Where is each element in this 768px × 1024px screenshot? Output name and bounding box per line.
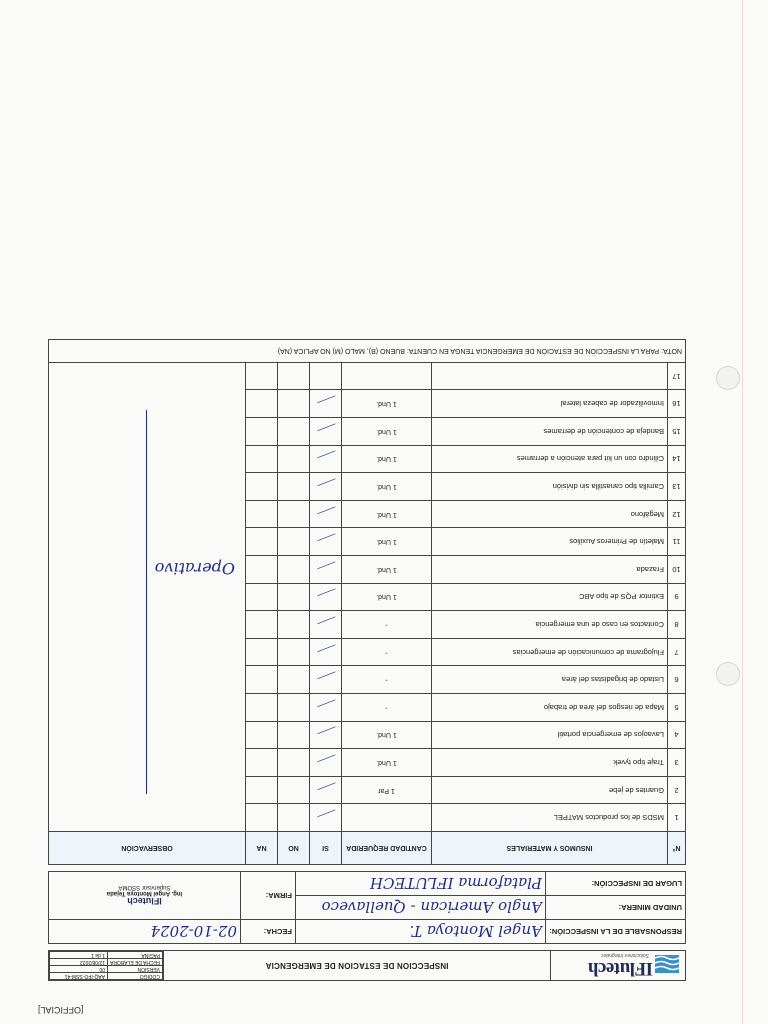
row-check-na [246,473,278,501]
row-check-na [246,721,278,749]
lugar-value: Plataforma IFLUTECH [296,872,546,896]
row-check-si [310,418,342,446]
row-number: 8 [668,611,686,639]
check-mark-icon [315,478,336,496]
row-check-na [246,390,278,418]
form-title: INSPECCION DE ESTACION DE EMERGENCIA [164,951,551,981]
row-qty: 1 Und. [342,528,432,556]
check-mark-icon [315,589,336,607]
responsable-value: Angel Montoya T. [296,920,546,944]
header-obs: OBSERVACIÓN [49,832,246,865]
row-qty: 1 Und. [342,445,432,473]
stamp-role: Supervisor SSOMA [118,884,171,891]
header-num: N° [668,832,686,865]
row-number: 17 [668,362,686,390]
form-header [48,950,686,981]
row-check-si [310,638,342,666]
row-qty: 1 Und. [342,583,432,611]
row-item: MSDS de los productos MATPEL [432,804,668,832]
row-number: 6 [668,666,686,694]
row-check-no [278,556,310,584]
row-number: 5 [668,694,686,722]
row-check-na [246,583,278,611]
row-check-si [310,528,342,556]
row-check-na [246,500,278,528]
row-check-na [246,694,278,722]
observation-text: Operativo [154,559,235,579]
check-mark-icon [315,754,336,772]
row-check-si [310,473,342,501]
table-row [49,804,686,832]
official-label: [OFFICIAL] [38,1005,84,1015]
check-mark-icon [315,396,336,414]
row-check-no [278,804,310,832]
row-check-na [246,638,278,666]
row-check-no [278,749,310,777]
row-qty: 1 Und. [342,418,432,446]
row-check-no [278,362,310,390]
row-item: Traje tipo tyvek [432,749,668,777]
row-check-no [278,473,310,501]
row-check-na [246,666,278,694]
row-qty: 1 Und. [342,556,432,584]
lugar-label: LUGAR DE INSPECCIÓN: [546,872,686,896]
check-mark-icon [315,561,336,579]
row-number: 4 [668,721,686,749]
row-item: Bandeja de contención de derrames [432,418,668,446]
row-check-no [278,694,310,722]
row-number: 15 [668,418,686,446]
row-item: Frazada [432,556,668,584]
row-number: 10 [668,556,686,584]
check-mark-icon [315,616,336,634]
row-number: 16 [668,390,686,418]
row-check-si [310,804,342,832]
check-mark-icon [315,644,336,662]
row-qty [342,804,432,832]
row-check-si [310,749,342,777]
check-mark-icon [315,423,336,441]
meta-label: VERSION [108,966,163,973]
row-check-no [278,638,310,666]
row-check-na [246,776,278,804]
row-check-si [310,666,342,694]
row-check-si [310,694,342,722]
row-qty: 1 Par [342,776,432,804]
row-check-no [278,666,310,694]
check-mark-icon [315,699,336,717]
row-check-na [246,749,278,777]
row-check-si [310,721,342,749]
check-mark-icon [315,727,336,745]
meta-value: 1 de 1 [50,952,108,959]
row-check-na [246,445,278,473]
stamp-logo: IFlutech [127,896,162,907]
row-item: Guantes de jebe [432,776,668,804]
row-number: 14 [668,445,686,473]
row-item: Cilindro con un kit para atención a derrames [432,445,668,473]
row-check-si [310,556,342,584]
row-item: Contactos en caso de una emergencia [432,611,668,639]
table-header-row [49,832,686,865]
row-item: Camilla tipo canastilla sin división [432,473,668,501]
row-check-no [278,583,310,611]
row-number: 11 [668,528,686,556]
responsable-label: RESPONSABLE DE LA INSPECCIÓN: [546,920,686,944]
row-number: 2 [668,776,686,804]
row-qty: 1 Und. [342,390,432,418]
header-si: SI [310,832,342,865]
row-check-no [278,390,310,418]
row-check-si [310,390,342,418]
wave-logo-icon [655,956,679,974]
meta-label: PAGINA [108,952,163,959]
header-no: NO [278,832,310,865]
row-number: 9 [668,583,686,611]
header-na: NA [246,832,278,865]
info-block [48,871,686,944]
row-number: 13 [668,473,686,501]
row-number: 7 [668,638,686,666]
row-number: 12 [668,500,686,528]
row-check-no [278,500,310,528]
header-item: INSUMOS Y MATERIALES [432,832,668,865]
note-text: NOTA: PARA LA INSPECCIÓN DE ESTACIÓN DE EMERGENCIA TENGA EN CUENTA: BUENO (B), MALO (M) NO APLICA (NA) [49,339,686,362]
checklist-table [48,339,686,865]
signature-stamp [49,872,241,920]
row-check-si [310,583,342,611]
row-qty: - [342,638,432,666]
page-edge-line [742,0,743,1024]
row-qty [342,362,432,390]
unidad-value: Anglo American - Quellaveco [296,896,546,920]
check-mark-icon [315,506,336,524]
company-logo [551,951,686,981]
row-item: Mapa de riesgos del área de trabajo [432,694,668,722]
row-check-no [278,528,310,556]
row-number: 1 [668,804,686,832]
check-mark-icon [315,672,336,690]
unidad-label: UNIDAD MINERA: [546,896,686,920]
row-check-si [310,362,342,390]
row-check-si [310,776,342,804]
fecha-label: FECHA: [241,920,296,944]
stamp-name: Ing. Angel Montoya Tejada [106,890,183,897]
row-check-no [278,721,310,749]
row-check-na [246,611,278,639]
row-qty: 1 Und. [342,721,432,749]
check-mark-icon [315,534,336,552]
row-item: Maletín de Primeros Auxilios [432,528,668,556]
meta-label: FECHA DE ELABORA [108,959,163,966]
check-mark-icon [315,810,336,828]
form-meta [49,951,164,981]
row-item: Inmovilizador de cabeza lateral [432,390,668,418]
header-qty: CANTIDAD REQUERIDA [342,832,432,865]
punch-hole-bottom [716,662,740,686]
row-qty: - [342,694,432,722]
firma-label: FIRMA: [241,872,296,920]
row-check-na [246,804,278,832]
row-check-si [310,445,342,473]
row-item: Lavaojos de emergencia portatil [432,721,668,749]
row-check-no [278,445,310,473]
observation-cell [49,362,246,831]
row-check-na [246,362,278,390]
punch-hole-top [716,366,740,390]
row-qty: 1 Und. [342,749,432,777]
row-check-na [246,556,278,584]
row-item [432,362,668,390]
logo-subtitle: Soluciones Integrales [601,952,649,959]
row-qty: 1 Und. [342,473,432,501]
row-check-na [246,418,278,446]
row-check-na [246,528,278,556]
row-item: Extintor PQS de tipo ABC [432,583,668,611]
meta-value: 00 [50,966,108,973]
logo-text: IFlutech [588,957,653,979]
meta-value: 12/08/2022 [50,959,108,966]
row-qty: - [342,666,432,694]
inspection-form [48,280,686,981]
observation-line [146,410,147,794]
row-check-si [310,500,342,528]
row-check-no [278,418,310,446]
row-check-si [310,611,342,639]
row-check-no [278,776,310,804]
note-row [49,339,686,362]
row-check-no [278,611,310,639]
row-qty: - [342,611,432,639]
fecha-value: 02-10-2024 [49,920,241,944]
row-item: Listado de brigadistas del área [432,666,668,694]
check-mark-icon [315,782,336,800]
meta-value: AAQ-IFO-SSM-41 [50,973,108,980]
row-qty: 1 Und. [342,500,432,528]
row-item: Flujograma de comunicación de emergencias [432,638,668,666]
meta-label: CODIGO [108,973,163,980]
row-item: Megáfono [432,500,668,528]
row-number: 3 [668,749,686,777]
check-mark-icon [315,451,336,469]
